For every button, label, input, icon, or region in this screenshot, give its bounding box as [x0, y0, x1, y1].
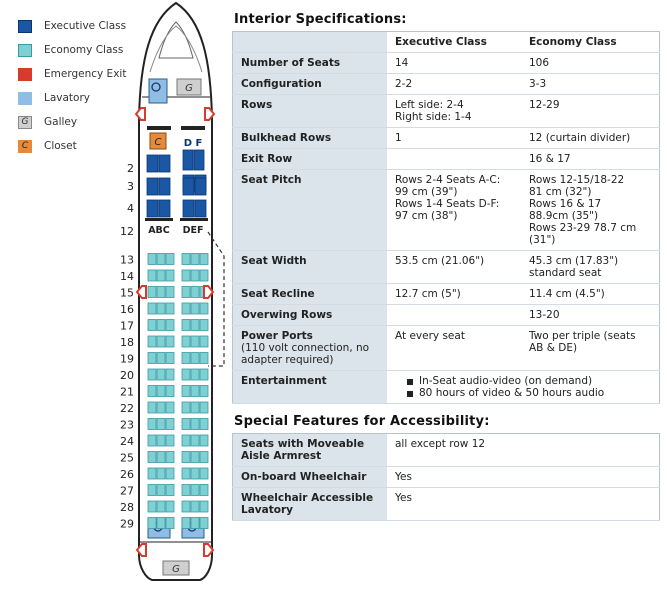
spec-row-label — [233, 149, 388, 170]
econ-seat — [157, 501, 165, 512]
accessibility-label: On-board Wheelchair — [233, 467, 388, 488]
spec-exec-value — [387, 251, 521, 284]
spec-row — [233, 251, 660, 284]
spec-line: 106 — [529, 57, 550, 69]
econ-seat — [166, 518, 174, 529]
spec-row — [233, 74, 660, 95]
econ-seat — [182, 419, 190, 430]
econ-seat — [191, 435, 199, 446]
spec-row-label — [233, 251, 388, 284]
econ-seat — [182, 254, 190, 265]
econ-seat — [200, 518, 208, 529]
spec-row — [233, 284, 660, 305]
econ-seat — [148, 254, 156, 265]
spec-label-text: Number of Seats — [241, 57, 341, 69]
econ-seat — [148, 369, 156, 380]
spec-econ-value — [521, 170, 660, 251]
legend-label: Emergency Exit — [44, 68, 127, 80]
spec-line: 53.5 cm (21.06") — [395, 255, 485, 267]
exec-seat — [159, 178, 170, 195]
legend-swatch-econ — [18, 44, 32, 57]
spec-label-text: Seat Width — [241, 255, 307, 267]
econ-row-label: 25 — [120, 451, 134, 465]
accessibility-row — [233, 488, 660, 521]
econ-seat — [166, 501, 174, 512]
front-closet-label: C — [154, 137, 162, 148]
legend-label: Executive Class — [44, 20, 127, 32]
interior-spec-table — [232, 31, 660, 404]
econ-seat — [191, 419, 199, 430]
legend — [18, 14, 126, 158]
econ-seat — [148, 270, 156, 281]
econ-seat — [200, 353, 208, 364]
spec-line: At every seat — [395, 330, 465, 342]
spec-exec-value — [387, 170, 521, 251]
econ-seat — [166, 485, 174, 496]
econ-seat — [200, 419, 208, 430]
spec-line: Two per triple (seats — [529, 330, 636, 342]
spec-header-row — [233, 32, 660, 53]
accessibility-table — [232, 433, 660, 521]
econ-row-label: 14 — [120, 270, 134, 283]
spec-row — [233, 149, 660, 170]
exec-seat — [183, 150, 193, 170]
spec-line: Rows 12-15/18-22 — [529, 174, 625, 186]
econ-seat — [191, 336, 199, 347]
econ-seat — [182, 336, 190, 347]
specs-panel — [232, 12, 660, 521]
econ-seat — [166, 353, 174, 364]
spec-line: 81 cm (32") — [529, 186, 592, 198]
exec-seat — [159, 200, 170, 217]
spec-line: 99 cm (39") — [395, 186, 458, 198]
econ-seat — [148, 501, 156, 512]
spec-exec-value — [387, 149, 521, 170]
econ-seat — [182, 386, 190, 397]
spec-exec-value — [387, 128, 521, 149]
spec-econ-value — [521, 53, 660, 74]
accessibility-row — [233, 467, 660, 488]
econ-seat — [148, 435, 156, 446]
exec-seat — [159, 155, 170, 172]
spec-label-note: (110 volt connection, no adapter required) — [241, 342, 370, 366]
econ-seat — [200, 320, 208, 331]
econ-seat — [200, 468, 208, 479]
accessibility-body — [233, 434, 660, 521]
econ-seat — [157, 452, 165, 463]
spec-label-text: Seat Pitch — [241, 174, 302, 186]
exec-row-label: 3 — [127, 180, 134, 193]
spec-line: 13-20 — [529, 309, 560, 321]
econ-row-label: 29 — [120, 517, 134, 531]
spec-line: 12 (curtain divider) — [529, 132, 631, 144]
legend-label: Economy Class — [44, 44, 124, 56]
spec-line: 12.7 cm (5") — [395, 288, 461, 300]
spec-line: 2-2 — [395, 78, 413, 90]
econ-seat — [200, 435, 208, 446]
econ-seat — [157, 336, 165, 347]
econ-seat — [200, 485, 208, 496]
econ-seat — [157, 518, 165, 529]
spec-exec-value — [387, 53, 521, 74]
spec-line: 88.9cm (35") — [529, 210, 599, 222]
econ-seat — [157, 270, 165, 281]
accessibility-row — [233, 434, 660, 467]
econ-seat — [191, 320, 199, 331]
econ-seat — [166, 452, 174, 463]
econ-row-label: 18 — [120, 336, 134, 349]
spec-row-label — [233, 95, 388, 128]
econ-seat — [166, 468, 174, 479]
econ-row-label: 17 — [120, 319, 134, 333]
econ-row-label: 23 — [120, 418, 134, 432]
emergency-exit-left — [136, 108, 145, 120]
econ-row-label: 28 — [120, 501, 134, 514]
legend-swatch-clo: C — [18, 140, 32, 153]
spec-econ-value — [521, 95, 660, 128]
entertainment-list — [395, 375, 653, 399]
spec-line: 16 & 17 — [529, 153, 571, 165]
accessibility-title: Special Features for Accessibility: — [234, 414, 490, 429]
spec-row-label — [233, 170, 388, 251]
spec-row — [233, 53, 660, 74]
econ-seat — [191, 270, 199, 281]
spec-label-text: Configuration — [241, 78, 322, 90]
econ-row-label: 13 — [120, 253, 134, 267]
spec-row — [233, 128, 660, 149]
spec-line: Rows 1-4 Seats D-F: — [395, 198, 500, 210]
econ-seat — [191, 287, 199, 298]
econ-divider-left — [145, 218, 173, 221]
legend-swatch-exec — [18, 20, 32, 33]
spec-row-label — [233, 74, 388, 95]
econ-seat — [182, 287, 190, 298]
econ-seat — [200, 336, 208, 347]
legend-label: Galley — [44, 116, 78, 128]
exec-bulkhead-left — [147, 126, 171, 130]
spec-header-econ: Economy Class — [521, 32, 660, 53]
spec-line: Left side: 2-4 — [395, 99, 464, 111]
spec-econ-value — [521, 149, 660, 170]
econ-seat — [191, 386, 199, 397]
spec-row — [233, 326, 660, 371]
legend-item-clo — [18, 134, 126, 158]
econ-seat — [148, 336, 156, 347]
spec-line: 11.4 cm (4.5") — [529, 288, 605, 300]
econ-seat — [166, 336, 174, 347]
econ-seat — [166, 303, 174, 314]
spec-line: 12-29 — [529, 99, 560, 111]
exec-bulkhead-right — [181, 126, 205, 130]
econ-seat — [166, 320, 174, 331]
econ-seat — [200, 270, 208, 281]
spec-label-text: Power Ports — [241, 330, 313, 342]
exec-seat — [147, 155, 158, 172]
spec-row — [233, 170, 660, 251]
spec-row — [233, 305, 660, 326]
legend-swatch-exit — [18, 68, 32, 81]
econ-row-label: 20 — [120, 369, 134, 382]
legend-swatch-gal: G — [18, 116, 32, 129]
spec-header-exec: Executive Class — [387, 32, 521, 53]
legend-item-exit — [18, 62, 126, 86]
front-galley-label: G — [185, 83, 193, 94]
econ-row-label: 24 — [120, 435, 134, 448]
econ-seat — [182, 518, 190, 529]
spec-econ-value — [521, 284, 660, 305]
econ-seat — [166, 435, 174, 446]
exec-row-label: 4 — [127, 202, 134, 215]
exec-seat — [147, 178, 158, 195]
econ-seat — [182, 435, 190, 446]
spec-line: standard seat — [529, 267, 602, 279]
exec-seat — [183, 178, 194, 195]
econ-row-label: 16 — [120, 303, 134, 316]
exec-seat — [195, 178, 206, 195]
econ-row-label: 22 — [120, 402, 134, 415]
econ-seat — [166, 419, 174, 430]
econ-seat — [148, 320, 156, 331]
exec-row-label: 2 — [127, 162, 134, 175]
spec-exec-value — [387, 95, 521, 128]
econ-seat — [191, 518, 199, 529]
spec-line: 45.3 cm (17.83") — [529, 255, 619, 267]
econ-row-label: 27 — [120, 484, 134, 498]
econ-row-label: 26 — [120, 468, 134, 481]
entertainment-item: 80 hours of video & 50 hours audio — [407, 387, 653, 399]
econ-seat — [157, 485, 165, 496]
econ-seat — [200, 386, 208, 397]
econ-seat — [148, 452, 156, 463]
econ-seat — [157, 419, 165, 430]
spec-line: 97 cm (38") — [395, 210, 458, 222]
econ-seat — [148, 303, 156, 314]
legend-swatch-lav — [18, 92, 32, 105]
spec-line: 1 — [395, 132, 402, 144]
spec-line: Rows 2-4 Seats A-C: — [395, 174, 501, 186]
accessibility-value: Yes — [387, 488, 660, 521]
econ-seat — [182, 402, 190, 413]
econ-row-label: 21 — [120, 385, 134, 399]
spec-econ-value — [521, 251, 660, 284]
spec-exec-value — [387, 284, 521, 305]
econ-seat — [182, 485, 190, 496]
econ-seat — [157, 320, 165, 331]
legend-label: Lavatory — [44, 92, 91, 104]
spec-row-label — [233, 305, 388, 326]
spec-header-blank — [233, 32, 388, 53]
spec-label-text: Seat Recline — [241, 288, 315, 300]
spec-exec-value — [387, 305, 521, 326]
econ-seat — [191, 468, 199, 479]
econ-seat — [182, 320, 190, 331]
spec-line: 14 — [395, 57, 409, 69]
spec-line: (31") — [529, 234, 556, 246]
spec-econ-value — [521, 326, 660, 371]
exec-seat — [147, 200, 158, 217]
econ-seat — [182, 501, 190, 512]
econ-seat — [148, 468, 156, 479]
legend-item-gal — [18, 110, 126, 134]
econ-seat — [182, 452, 190, 463]
econ-seat — [166, 402, 174, 413]
legend-item-lav — [18, 86, 126, 110]
econ-seat — [191, 254, 199, 265]
econ-row-label: 19 — [120, 352, 134, 366]
econ-seat — [200, 369, 208, 380]
econ-seat — [166, 386, 174, 397]
spec-row-label — [233, 53, 388, 74]
econ-seat — [182, 270, 190, 281]
econ-seat — [182, 353, 190, 364]
econ-seat — [157, 369, 165, 380]
spec-exec-value — [387, 74, 521, 95]
econ-seat — [191, 402, 199, 413]
econ-divider-right — [180, 218, 208, 221]
econ-seat — [182, 468, 190, 479]
spec-body — [233, 53, 660, 404]
spec-line: 3-3 — [529, 78, 547, 90]
econ-seat — [191, 353, 199, 364]
entertainment-item: In-Seat audio-video (on demand) — [407, 375, 653, 387]
econ-seat — [191, 501, 199, 512]
econ-row-label: 15 — [120, 286, 134, 300]
econ-seat — [148, 419, 156, 430]
exec-right-letters: D F — [183, 138, 203, 149]
spec-line: Right side: 1-4 — [395, 111, 472, 123]
spec-row — [233, 95, 660, 128]
econ-seat — [191, 452, 199, 463]
econ-seat — [148, 386, 156, 397]
accessibility-label: Seats with Moveable Aisle Armrest — [233, 434, 388, 467]
econ-seat — [166, 270, 174, 281]
spec-label-text: Exit Row — [241, 153, 293, 165]
spec-row-label: Entertainment — [233, 371, 388, 404]
econ-seat — [157, 435, 165, 446]
spec-line: Rows 23-29 78.7 cm — [529, 222, 637, 234]
spec-econ-value — [521, 305, 660, 326]
legend-label: Closet — [44, 140, 77, 152]
econ-seat — [200, 303, 208, 314]
econ-seat — [157, 254, 165, 265]
spec-econ-value — [521, 128, 660, 149]
econ-seat — [148, 485, 156, 496]
econ-right-letters: DEF — [182, 225, 204, 236]
exec-seat — [194, 150, 204, 170]
spec-row-label — [233, 128, 388, 149]
exec-seat — [195, 200, 206, 217]
econ-seat — [166, 254, 174, 265]
econ-seat — [200, 452, 208, 463]
econ-seat — [166, 287, 174, 298]
econ-seat — [200, 501, 208, 512]
econ-seat — [191, 485, 199, 496]
econ-seat — [157, 303, 165, 314]
spec-row-label — [233, 326, 388, 371]
econ-seat — [191, 369, 199, 380]
econ-left-letters: ABC — [148, 225, 170, 236]
econ-seat — [182, 369, 190, 380]
econ-seat — [182, 303, 190, 314]
econ-seat — [157, 468, 165, 479]
spec-row-label — [233, 284, 388, 305]
econ-seat — [157, 287, 165, 298]
accessibility-value: all except row 12 — [387, 434, 660, 467]
econ-seat — [166, 369, 174, 380]
econ-seat — [200, 254, 208, 265]
entertainment-value — [387, 371, 660, 404]
econ-seat — [148, 402, 156, 413]
spec-row-entertainment — [233, 371, 660, 404]
econ-seat — [191, 303, 199, 314]
econ-seat — [157, 353, 165, 364]
spec-exec-value — [387, 326, 521, 371]
interior-title: Interior Specifications: — [234, 12, 407, 27]
legend-item-econ — [18, 38, 126, 62]
econ-seat — [200, 402, 208, 413]
spec-econ-value — [521, 74, 660, 95]
accessibility-value: Yes — [387, 467, 660, 488]
legend-item-exec — [18, 14, 126, 38]
econ-seat — [157, 386, 165, 397]
econ-seat — [148, 287, 156, 298]
econ-seat — [148, 353, 156, 364]
accessibility-label: Wheelchair Accessible Lavatory — [233, 488, 388, 521]
spec-line: Rows 16 & 17 — [529, 198, 602, 210]
spec-line: AB & DE) — [529, 342, 578, 354]
econ-row-label: 12 — [120, 225, 134, 238]
rear-galley-label: G — [172, 564, 180, 575]
econ-seat — [148, 518, 156, 529]
spec-label-text: Overwing Rows — [241, 309, 333, 321]
exec-seat — [183, 200, 194, 217]
econ-seat — [157, 402, 165, 413]
spec-label-text: Bulkhead Rows — [241, 132, 332, 144]
spec-label-text: Rows — [241, 99, 273, 111]
